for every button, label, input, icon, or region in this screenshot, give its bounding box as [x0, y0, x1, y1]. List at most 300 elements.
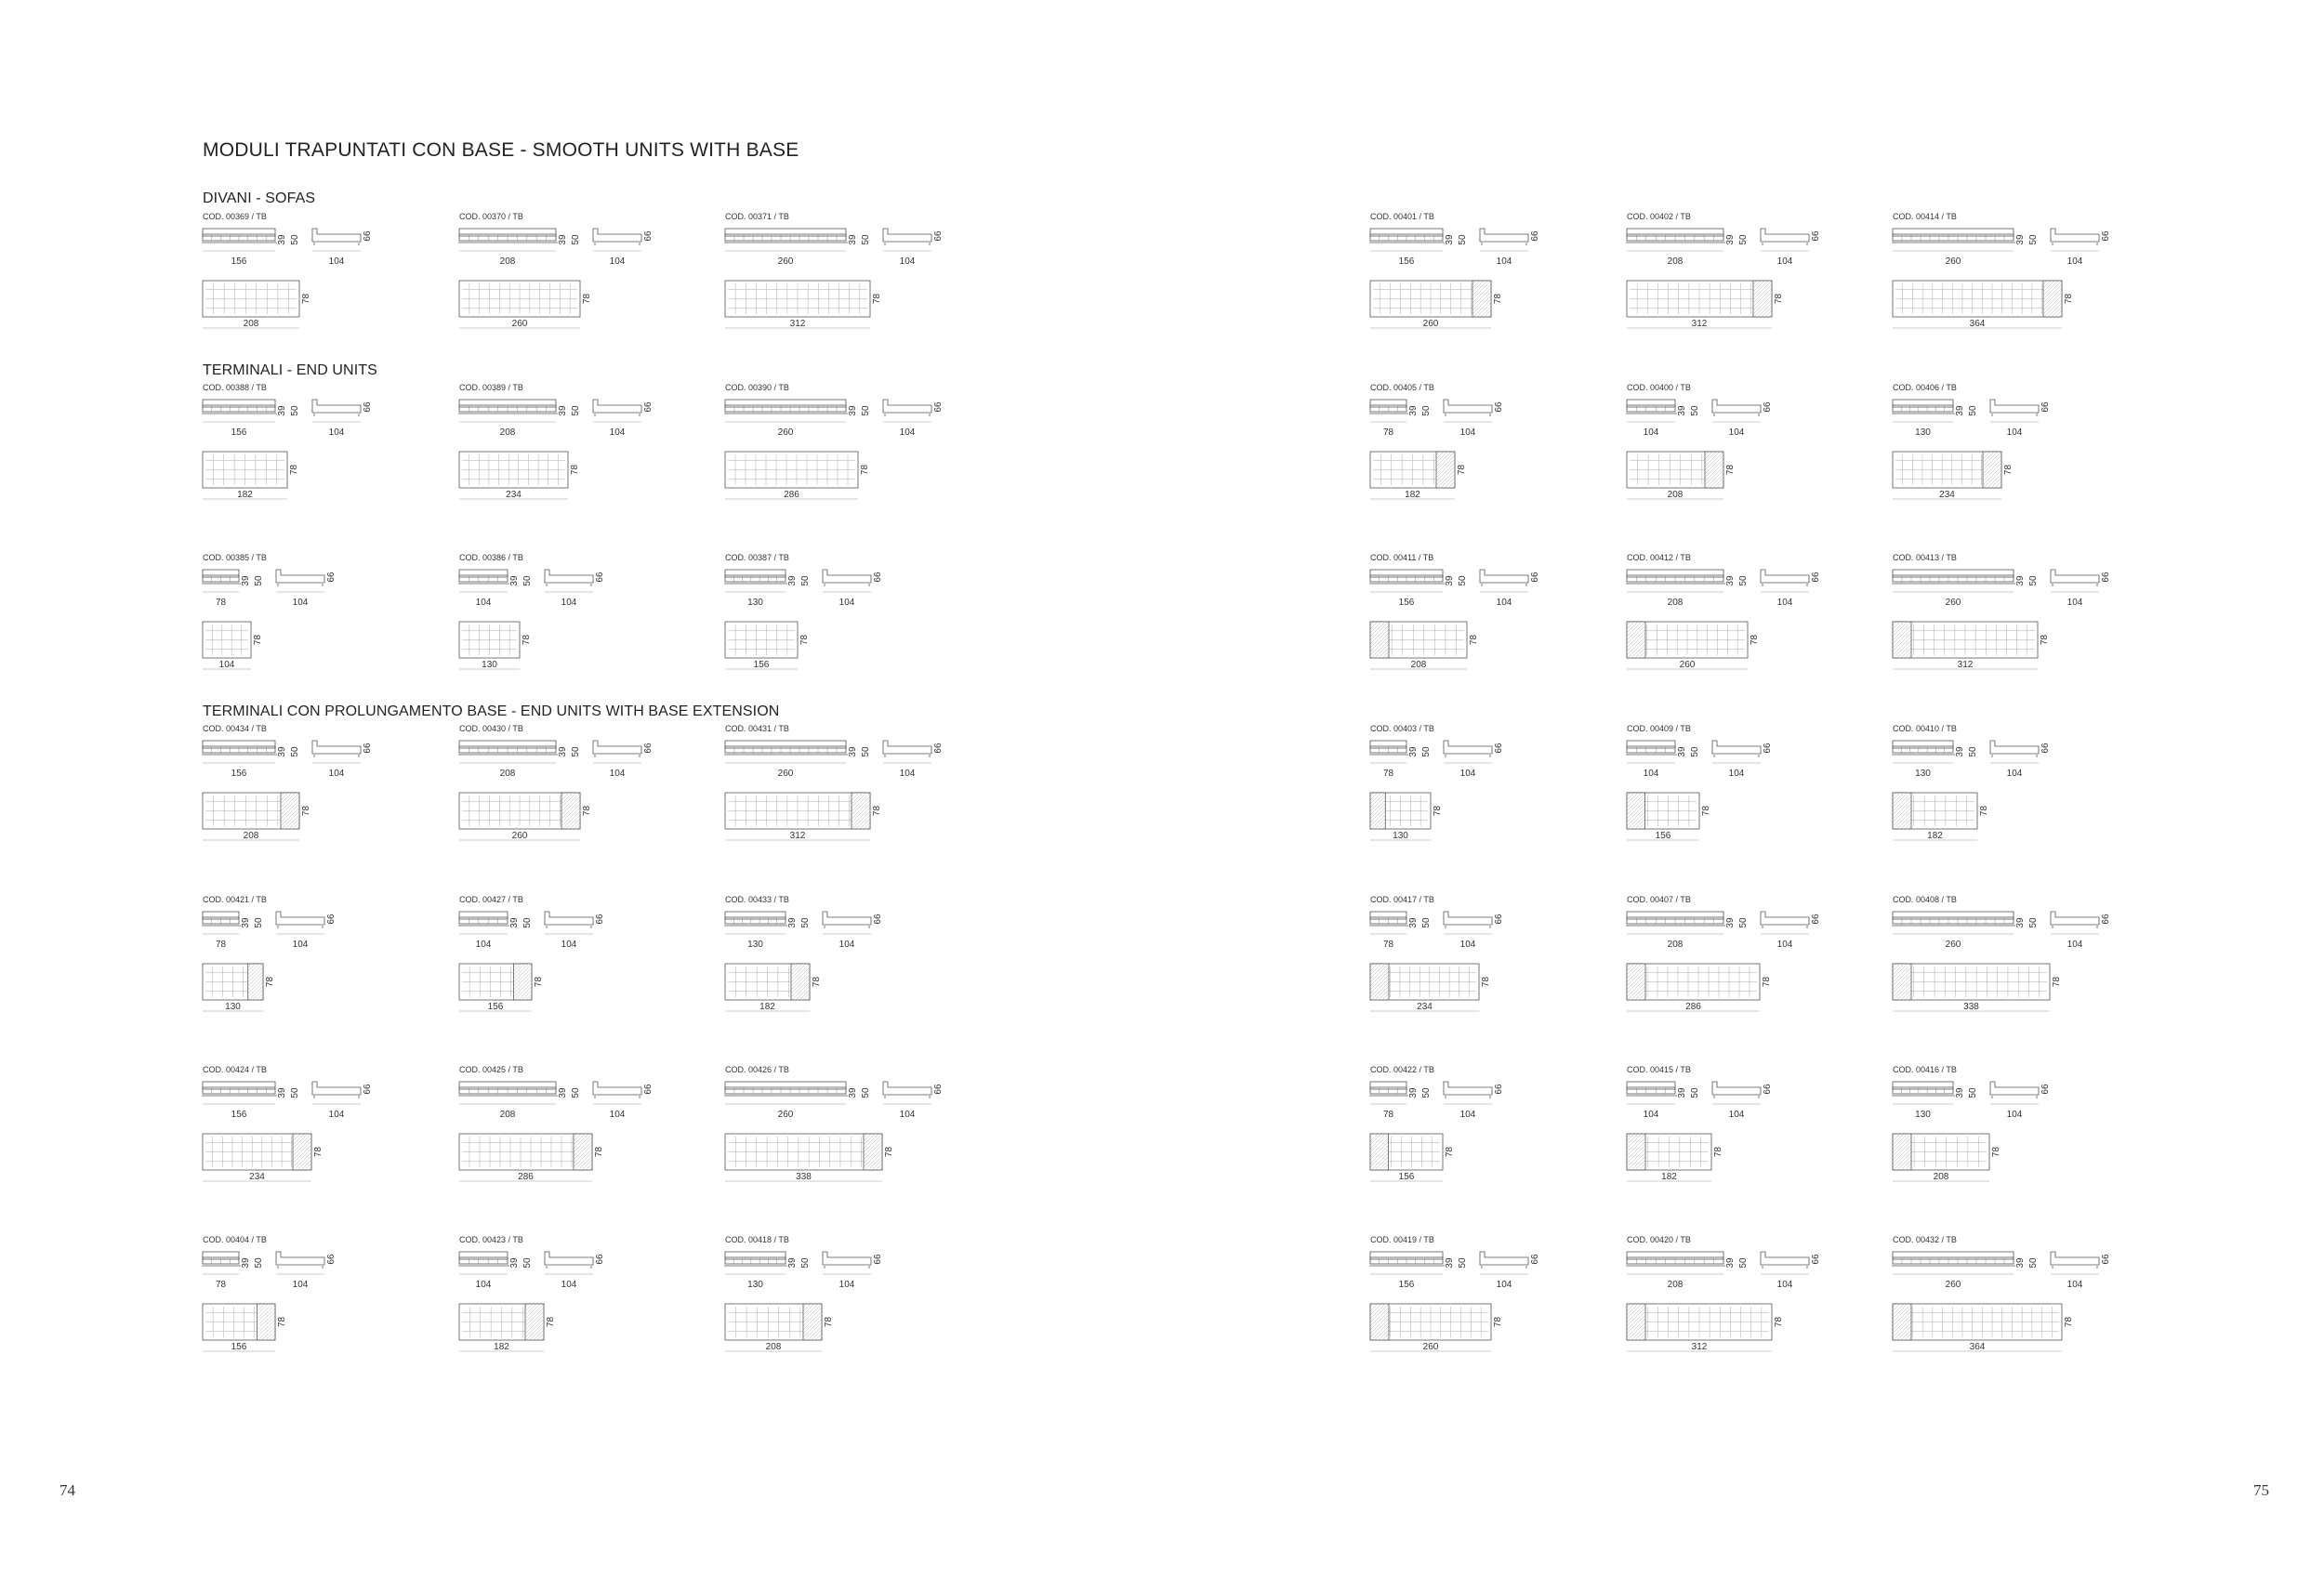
plan-depth-label: 78 [1774, 1316, 1784, 1328]
sofa-unit [725, 895, 967, 1025]
front-view [1369, 229, 1468, 267]
back-height-label: 50 [800, 575, 811, 586]
back-height-label: 50 [1690, 746, 1700, 757]
side-depth-label: 104 [899, 769, 916, 779]
side-view [312, 229, 373, 267]
side-depth-label: 104 [609, 1110, 626, 1120]
front-view [202, 229, 300, 267]
plan-view [1370, 793, 1443, 841]
sofa-unit [725, 724, 967, 854]
side-depth-label: 104 [292, 598, 309, 608]
side-height-label: 66 [1494, 743, 1504, 754]
seat-height-label: 39 [848, 746, 858, 757]
side-height-label: 66 [595, 1254, 605, 1265]
unit-code: COD. 00410 / TB [1893, 724, 1957, 733]
plan-view [459, 1134, 604, 1182]
back-height-label: 50 [1458, 1257, 1468, 1269]
plan-width-label: 156 [753, 660, 770, 670]
side-depth-label: 104 [2006, 769, 2023, 779]
unit-drawing [1627, 895, 1868, 1025]
plan-view [459, 281, 592, 329]
front-width-label: 130 [747, 940, 763, 950]
seat-height-label: 39 [1445, 575, 1455, 586]
side-depth-label: 104 [1776, 598, 1793, 608]
sofa-unit [1627, 895, 1868, 1025]
plan-view [1370, 452, 1467, 500]
seat-height-label: 39 [848, 405, 858, 416]
side-view [1444, 912, 1504, 950]
unit-code: COD. 00422 / TB [1370, 1065, 1434, 1074]
sofa-unit [1627, 212, 1868, 342]
plan-depth-label: 78 [2040, 634, 2050, 646]
plan-view [203, 622, 263, 670]
plan-depth-label: 78 [253, 634, 263, 646]
front-view [1369, 400, 1432, 438]
plan-view [725, 622, 810, 670]
front-view [724, 400, 871, 438]
back-height-label: 50 [1690, 1087, 1700, 1098]
plan-width-label: 208 [1667, 490, 1684, 500]
side-view [1444, 1082, 1504, 1120]
unit-drawing [725, 553, 967, 683]
sofa-unit [725, 1235, 967, 1365]
plan-view [1893, 1134, 2001, 1182]
side-view [1761, 570, 1821, 608]
front-view [1369, 570, 1468, 608]
plan-depth-label: 78 [1750, 634, 1760, 646]
side-depth-label: 104 [609, 769, 626, 779]
side-view [1480, 1252, 1540, 1290]
side-height-label: 66 [2101, 230, 2111, 242]
plan-depth-label: 78 [799, 634, 810, 646]
seat-height-label: 39 [277, 746, 287, 757]
sofa-unit [725, 383, 967, 513]
plan-view [1627, 452, 1736, 500]
plan-depth-label: 78 [1979, 805, 1989, 817]
plan-depth-label: 78 [594, 1146, 604, 1158]
back-height-label: 50 [1738, 1257, 1749, 1269]
side-height-label: 66 [643, 401, 654, 413]
seat-height-label: 39 [1725, 917, 1736, 928]
front-view [458, 1252, 533, 1290]
side-view [2051, 570, 2111, 608]
plan-depth-label: 78 [1445, 1146, 1455, 1158]
side-view [1990, 400, 2051, 438]
plan-width-label: 182 [759, 1002, 775, 1012]
plan-width-label: 286 [784, 490, 799, 500]
side-view [1480, 570, 1540, 608]
plan-view [1370, 1134, 1455, 1182]
plan-depth-label: 78 [570, 464, 580, 476]
front-view [1626, 1252, 1749, 1290]
sofa-unit [203, 553, 444, 683]
front-width-label: 156 [1398, 598, 1415, 608]
unit-code: COD. 00400 / TB [1627, 383, 1691, 392]
front-view [1626, 400, 1700, 438]
sofa-unit [1370, 212, 1612, 342]
plan-width-label: 182 [494, 1342, 509, 1352]
plan-width-label: 260 [511, 831, 528, 841]
seat-height-label: 39 [2015, 234, 2026, 245]
plan-width-label: 234 [1417, 1002, 1433, 1012]
plan-view [1370, 964, 1491, 1012]
back-height-label: 50 [290, 1087, 300, 1098]
side-height-label: 66 [2101, 914, 2111, 925]
seat-height-label: 39 [509, 575, 520, 586]
unit-drawing [1627, 1065, 1868, 1195]
side-depth-label: 104 [2006, 1110, 2023, 1120]
side-height-label: 66 [933, 743, 944, 754]
unit-drawing [1893, 724, 2134, 854]
sofa-unit [1893, 212, 2134, 342]
unit-code: COD. 00369 / TB [203, 212, 267, 221]
side-height-label: 66 [1530, 230, 1540, 242]
seat-height-label: 39 [1955, 1087, 1965, 1098]
front-view [458, 570, 533, 608]
unit-code: COD. 00403 / TB [1370, 724, 1434, 733]
plan-view [1893, 622, 2050, 670]
unit-code: COD. 00408 / TB [1893, 895, 1957, 904]
plan-view [203, 793, 311, 841]
unit-code: COD. 00426 / TB [725, 1065, 789, 1074]
plan-depth-label: 78 [872, 293, 882, 305]
side-depth-label: 104 [1728, 427, 1745, 438]
front-width-label: 78 [1382, 769, 1394, 779]
side-height-label: 66 [2040, 401, 2051, 413]
side-depth-label: 104 [328, 256, 345, 267]
side-depth-label: 104 [1496, 256, 1512, 267]
plan-view [1627, 964, 1772, 1012]
back-height-label: 50 [1458, 575, 1468, 586]
unit-code: COD. 00433 / TB [725, 895, 789, 904]
plan-depth-label: 78 [1762, 976, 1772, 988]
plan-width-label: 338 [1963, 1002, 1979, 1012]
front-view [458, 912, 533, 950]
back-height-label: 50 [1690, 405, 1700, 416]
side-view [1712, 1082, 1773, 1120]
plan-depth-label: 78 [872, 805, 882, 817]
plan-view [725, 1134, 894, 1182]
sofa-unit [459, 383, 701, 513]
unit-drawing [1627, 553, 1868, 683]
front-view [1892, 1252, 2039, 1290]
sofa-unit [203, 895, 444, 1025]
unit-code: COD. 00411 / TB [1370, 553, 1434, 562]
plan-width-label: 312 [789, 319, 806, 329]
seat-height-label: 39 [1677, 405, 1687, 416]
plan-view [1370, 622, 1479, 670]
front-view [724, 912, 811, 950]
unit-drawing [1627, 1235, 1868, 1365]
plan-width-label: 312 [1957, 660, 1974, 670]
sofa-unit [725, 212, 967, 342]
unit-code: COD. 00425 / TB [459, 1065, 523, 1074]
plan-depth-label: 78 [582, 293, 592, 305]
front-width-label: 260 [1945, 598, 1961, 608]
plan-width-label: 130 [225, 1002, 241, 1012]
seat-height-label: 39 [787, 1257, 798, 1269]
back-height-label: 50 [1738, 917, 1749, 928]
front-width-label: 130 [1915, 1110, 1931, 1120]
unit-code: COD. 00412 / TB [1627, 553, 1691, 562]
front-view [1626, 570, 1749, 608]
side-view [883, 229, 944, 267]
sofa-unit [1370, 383, 1612, 513]
front-view [202, 570, 264, 608]
side-view [823, 912, 883, 950]
unit-code: COD. 00434 / TB [203, 724, 267, 733]
plan-view [203, 281, 311, 329]
side-height-label: 66 [1763, 743, 1773, 754]
seat-height-label: 39 [277, 1087, 287, 1098]
plan-width-label: 286 [1685, 1002, 1701, 1012]
side-height-label: 66 [643, 743, 654, 754]
plan-width-label: 234 [1939, 490, 1955, 500]
side-depth-label: 104 [1459, 940, 1476, 950]
plan-width-label: 156 [1398, 1172, 1415, 1182]
unit-code: COD. 00409 / TB [1627, 724, 1691, 733]
back-height-label: 50 [1421, 405, 1432, 416]
seat-height-label: 39 [1445, 234, 1455, 245]
plan-view [725, 793, 882, 841]
unit-code: COD. 00389 / TB [459, 383, 523, 392]
plan-width-label: 312 [1691, 319, 1708, 329]
unit-drawing [1893, 1065, 2134, 1195]
side-height-label: 66 [326, 572, 337, 583]
seat-height-label: 39 [1408, 405, 1419, 416]
sofa-unit [1893, 724, 2134, 854]
side-view [593, 400, 654, 438]
back-height-label: 50 [800, 1257, 811, 1269]
front-width-label: 78 [1382, 427, 1394, 438]
front-width-label: 260 [777, 256, 794, 267]
side-view [2051, 1252, 2111, 1290]
unit-code: COD. 00406 / TB [1893, 383, 1957, 392]
side-depth-label: 104 [1459, 769, 1476, 779]
front-width-label: 130 [747, 598, 763, 608]
unit-drawing [725, 724, 967, 854]
plan-depth-label: 78 [2052, 976, 2062, 988]
front-view [202, 400, 300, 438]
unit-drawing [459, 383, 701, 513]
unit-code: COD. 00371 / TB [725, 212, 789, 221]
plan-depth-label: 78 [812, 976, 822, 988]
front-view [202, 1252, 264, 1290]
unit-code: COD. 00419 / TB [1370, 1235, 1434, 1244]
side-depth-label: 104 [2006, 427, 2023, 438]
plan-view [1627, 281, 1784, 329]
back-height-label: 50 [861, 405, 871, 416]
seat-height-label: 39 [241, 575, 251, 586]
sofa-unit [1627, 553, 1868, 683]
front-width-label: 78 [1382, 940, 1394, 950]
front-view [724, 229, 871, 267]
sofa-unit [459, 553, 701, 683]
front-width-label: 208 [1667, 256, 1684, 267]
unit-drawing [1370, 553, 1612, 683]
front-width-label: 260 [777, 769, 794, 779]
sofa-unit [1627, 1065, 1868, 1195]
plan-view [725, 452, 870, 500]
sofa-unit [725, 553, 967, 683]
back-height-label: 50 [1421, 917, 1432, 928]
back-height-label: 50 [861, 1087, 871, 1098]
seat-height-label: 39 [1955, 746, 1965, 757]
plan-depth-label: 78 [1481, 976, 1491, 988]
plan-width-label: 260 [511, 319, 528, 329]
back-height-label: 50 [1968, 1087, 1978, 1098]
unit-drawing [1627, 724, 1868, 854]
front-view [1369, 912, 1432, 950]
unit-drawing [459, 553, 701, 683]
seat-height-label: 39 [1408, 746, 1419, 757]
side-depth-label: 104 [1459, 1110, 1476, 1120]
front-view [202, 1082, 300, 1120]
front-view [1369, 741, 1432, 779]
front-view [1892, 400, 1978, 438]
back-height-label: 50 [1738, 234, 1749, 245]
side-height-label: 66 [643, 1084, 654, 1095]
side-view [883, 400, 944, 438]
sofa-unit [1627, 724, 1868, 854]
unit-drawing [725, 895, 967, 1025]
plan-width-label: 156 [1655, 831, 1671, 841]
side-height-label: 66 [1530, 1254, 1540, 1265]
plan-view [1627, 1304, 1784, 1352]
side-depth-label: 104 [292, 940, 309, 950]
front-view [724, 570, 811, 608]
plan-width-label: 182 [1405, 490, 1420, 500]
plan-view [1893, 281, 2074, 329]
seat-height-label: 39 [848, 1087, 858, 1098]
unit-code: COD. 00387 / TB [725, 553, 789, 562]
sofa-unit [203, 383, 444, 513]
unit-drawing [1893, 895, 2134, 1025]
side-view [1444, 741, 1504, 779]
back-height-label: 50 [254, 917, 264, 928]
side-depth-label: 104 [609, 427, 626, 438]
side-height-label: 66 [1811, 572, 1821, 583]
unit-code: COD. 00420 / TB [1627, 1235, 1691, 1244]
seat-height-label: 39 [787, 917, 798, 928]
side-depth-label: 104 [899, 256, 916, 267]
unit-drawing [203, 1235, 444, 1365]
side-view [1712, 400, 1773, 438]
unit-code: COD. 00424 / TB [203, 1065, 267, 1074]
plan-width-label: 208 [243, 319, 259, 329]
seat-height-label: 39 [509, 917, 520, 928]
front-view [724, 1252, 811, 1290]
seat-height-label: 39 [1725, 1257, 1736, 1269]
page-number-left: 74 [59, 1481, 75, 1499]
back-height-label: 50 [290, 405, 300, 416]
plan-depth-label: 78 [1991, 1146, 2001, 1158]
side-height-label: 66 [933, 230, 944, 242]
unit-drawing [203, 1065, 444, 1195]
unit-drawing [1893, 212, 2134, 342]
front-width-label: 260 [1945, 1280, 1961, 1290]
front-view [202, 912, 264, 950]
side-view [1444, 400, 1504, 438]
front-width-label: 260 [1945, 256, 1961, 267]
front-width-label: 260 [1945, 940, 1961, 950]
unit-code: COD. 00423 / TB [459, 1235, 523, 1244]
side-depth-label: 104 [561, 940, 577, 950]
plan-depth-label: 78 [1725, 464, 1736, 476]
side-depth-label: 104 [1776, 940, 1793, 950]
side-view [593, 741, 654, 779]
side-height-label: 66 [595, 572, 605, 583]
unit-code: COD. 00404 / TB [203, 1235, 267, 1244]
back-height-label: 50 [571, 746, 581, 757]
back-height-label: 50 [1968, 746, 1978, 757]
side-depth-label: 104 [899, 1110, 916, 1120]
front-width-label: 208 [499, 769, 516, 779]
side-height-label: 66 [326, 1254, 337, 1265]
seat-height-label: 39 [2015, 917, 2026, 928]
sofa-unit [1627, 383, 1868, 513]
unit-code: COD. 00405 / TB [1370, 383, 1434, 392]
seat-height-label: 39 [1408, 917, 1419, 928]
front-width-label: 78 [1382, 1110, 1394, 1120]
sofa-unit [1370, 1065, 1612, 1195]
front-width-label: 156 [231, 769, 247, 779]
plan-width-label: 182 [1661, 1172, 1677, 1182]
plan-view [725, 1304, 834, 1352]
side-view [823, 570, 883, 608]
plan-depth-label: 78 [277, 1316, 287, 1328]
side-depth-label: 104 [2067, 1280, 2083, 1290]
side-depth-label: 104 [328, 1110, 345, 1120]
plan-view [1370, 281, 1503, 329]
side-height-label: 66 [873, 914, 883, 925]
front-width-label: 156 [1398, 1280, 1415, 1290]
back-height-label: 50 [1738, 575, 1749, 586]
side-view [276, 912, 337, 950]
sofa-unit [1893, 895, 2134, 1025]
sofa-unit [459, 212, 701, 342]
plan-depth-label: 78 [824, 1316, 834, 1328]
side-height-label: 66 [643, 230, 654, 242]
seat-height-label: 39 [2015, 1257, 2026, 1269]
unit-code: COD. 00413 / TB [1893, 553, 1957, 562]
plan-depth-label: 78 [289, 464, 299, 476]
plan-view [459, 452, 580, 500]
plan-depth-label: 78 [534, 976, 544, 988]
plan-depth-label: 78 [1701, 805, 1711, 817]
side-view [276, 1252, 337, 1290]
seat-height-label: 39 [241, 1257, 251, 1269]
side-view [1990, 741, 2051, 779]
side-view [593, 1082, 654, 1120]
side-depth-label: 104 [2067, 256, 2083, 267]
unit-drawing [459, 1235, 701, 1365]
unit-drawing [1627, 212, 1868, 342]
plan-width-label: 104 [218, 660, 235, 670]
side-height-label: 66 [1494, 401, 1504, 413]
sofa-unit [1370, 724, 1612, 854]
side-height-label: 66 [1811, 1254, 1821, 1265]
seat-height-label: 39 [558, 746, 568, 757]
front-width-label: 78 [215, 1280, 227, 1290]
plan-width-label: 312 [1691, 1342, 1708, 1352]
seat-height-label: 39 [1408, 1087, 1419, 1098]
unit-drawing [1370, 724, 1612, 854]
plan-width-label: 364 [1969, 1342, 1986, 1352]
side-height-label: 66 [363, 230, 373, 242]
front-width-label: 104 [1643, 427, 1659, 438]
sofa-unit [203, 1065, 444, 1195]
